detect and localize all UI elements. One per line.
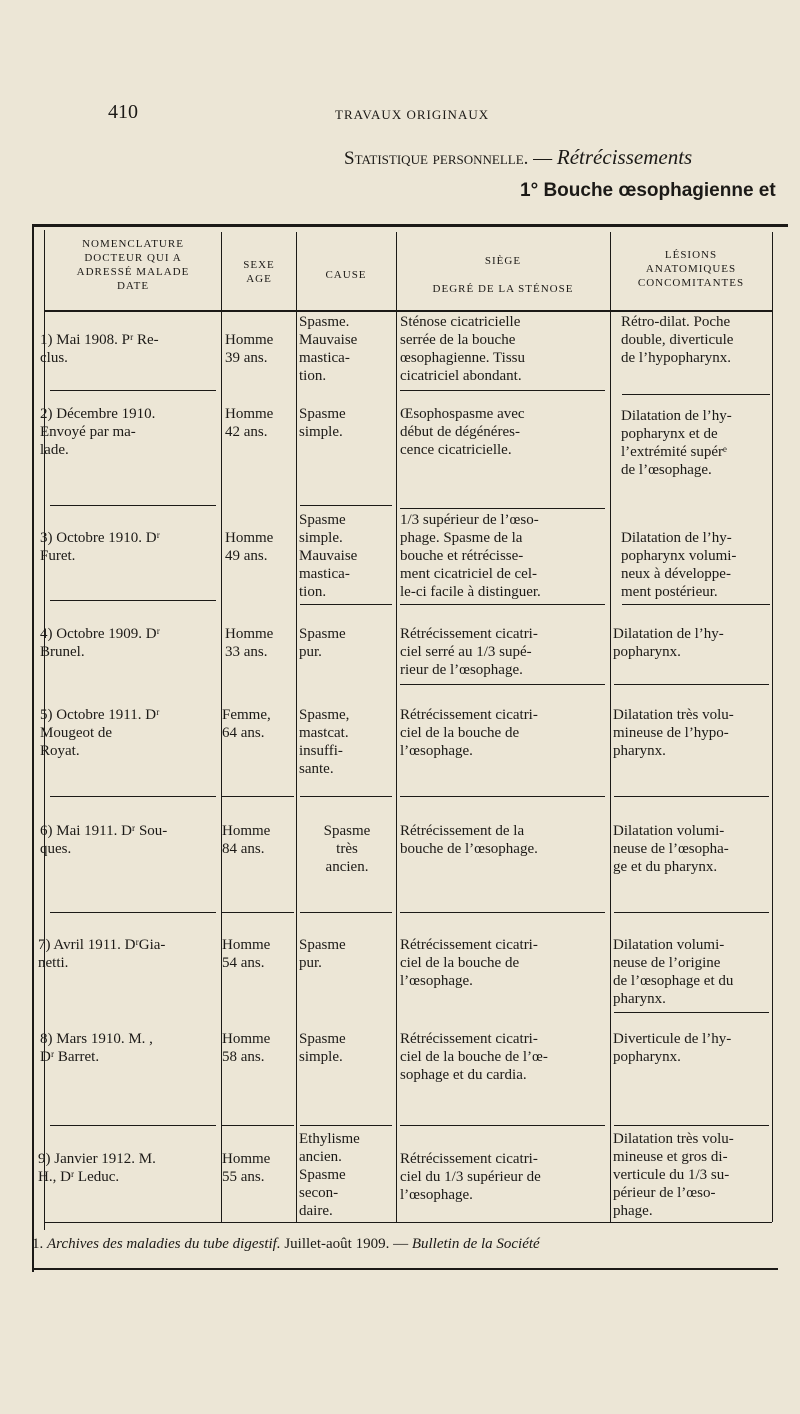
- section-title: [344, 145, 692, 170]
- footnote-journal: Archives des maladies du tube digestif.: [47, 1236, 281, 1252]
- row-separator: [222, 912, 294, 913]
- table-left-border: [32, 224, 34, 1272]
- row-separator: [50, 390, 216, 391]
- footnote: [32, 1236, 540, 1253]
- table-row-1-lesions: Rétro-dilat. Poche double, diverticule de l’hypopharynx.: [621, 314, 734, 366]
- row-separator: [400, 390, 605, 391]
- table-row-2-nomenclature: 2) Décembre 1910. Envoyé par ma- lade.: [40, 406, 156, 458]
- row-separator: [614, 912, 769, 913]
- column-header-lesions: LÉSIONS ANATOMIQUES CONCOMITANTES: [637, 249, 745, 289]
- row-separator: [400, 1125, 605, 1126]
- table-row-8-sexe-age: Homme 58 ans.: [222, 1031, 271, 1065]
- table-row-6-sexe-age: Homme 84 ans.: [222, 823, 271, 857]
- row-separator: [300, 796, 392, 797]
- table-row-2-sexe-age: Homme 42 ans.: [225, 406, 274, 440]
- table-row-8-lesions: Diverticule de l’hy- popharynx.: [613, 1031, 732, 1065]
- footnote-date: Juillet-août 1909. —: [284, 1236, 409, 1252]
- column-header-nomenclature: NOMENCLATURE DOCTEUR QUI A ADRESSÉ MALADE DATE: [76, 238, 190, 292]
- row-separator: [622, 394, 770, 395]
- section-title-main: Statistique personnelle. —: [344, 148, 553, 169]
- subsection-title: 1° Bouche œsophagienne et: [520, 180, 776, 201]
- table-row-1-cause: Spasme. Mauvaise mastica- tion.: [299, 314, 358, 384]
- table-row-5-lesions: Dilatation très volu- mineuse de l’hypo- pharynx.: [613, 707, 734, 759]
- row-separator: [400, 684, 605, 685]
- table-row-7-sexe-age: Homme 54 ans.: [222, 937, 271, 971]
- row-separator: [614, 684, 769, 685]
- row-separator: [50, 505, 216, 506]
- table-row-4-lesions: Dilatation de l’hy- popharynx.: [613, 626, 724, 660]
- column-separator: [396, 232, 397, 1222]
- footnote-bulletin: Bulletin de la Société: [411, 1236, 540, 1252]
- column-header-siege: SIÈGE DEGRÉ DE LA STÉNOSE: [432, 255, 574, 295]
- row-separator: [622, 604, 770, 605]
- table-row-7-cause: Spasme pur.: [299, 937, 346, 971]
- table-row-2-lesions: Dilatation de l’hy- popharynx et de l’extrémité supérᵉ de l’œsophage.: [621, 408, 732, 478]
- column-separator: [610, 232, 611, 1222]
- row-separator: [50, 796, 216, 797]
- table-row-3-cause: Spasme simple. Mauvaise mastica- tion.: [299, 512, 358, 600]
- row-separator: [614, 796, 769, 797]
- row-separator: [50, 912, 216, 913]
- table-row-3-siege: 1/3 supérieur de l’œso- phage. Spasme de la bouche et rétrécisse- ment cicatriciel de cel- le-ci facile à distinguer.: [400, 512, 541, 600]
- row-separator: [50, 1125, 216, 1126]
- column-header-cause: CAUSE: [325, 269, 367, 281]
- table-row-4-nomenclature: 4) Octobre 1909. Dʳ Brunel.: [40, 626, 160, 660]
- row-separator: [400, 796, 605, 797]
- table-row-8-nomenclature: 8) Mars 1910. M. , Dʳ Barret.: [40, 1031, 153, 1065]
- row-separator: [222, 796, 294, 797]
- row-separator: [400, 604, 605, 605]
- table-row-5-sexe-age: Femme, 64 ans.: [222, 707, 271, 741]
- table-row-2-siege: Œsophospasme avec début de dégénéres- cence cicatricielle.: [400, 406, 525, 458]
- table-bottom-rule: [32, 1268, 778, 1270]
- table-row-1-sexe-age: Homme 39 ans.: [225, 332, 274, 366]
- footnote-marker: 1.: [32, 1236, 44, 1252]
- row-separator: [400, 912, 605, 913]
- table-row-6-lesions: Dilatation volumi- neuse de l’œsopha- ge et du pharynx.: [613, 823, 729, 875]
- row-separator: [614, 1125, 769, 1126]
- row-separator: [300, 604, 392, 605]
- row-separator: [300, 505, 392, 506]
- table-row-6-siege: Rétrécissement de la bouche de l’œsophage.: [400, 823, 538, 857]
- header-underline: [44, 310, 772, 312]
- table-row-1-siege: Sténose cicatricielle serrée de la bouche œsophagienne. Tissu cicatriciel abondant.: [400, 314, 526, 384]
- table-row-4-sexe-age: Homme 33 ans.: [225, 626, 274, 660]
- row-separator: [50, 600, 216, 601]
- row-separator: [300, 1125, 392, 1126]
- table-row-4-cause: Spasme pur.: [299, 626, 346, 660]
- table-row-9-sexe-age: Homme 55 ans.: [222, 1151, 271, 1185]
- running-title: TRAVAUX ORIGINAUX: [335, 107, 490, 122]
- row-separator: [614, 1012, 769, 1013]
- table-row-8-cause: Spasme simple.: [299, 1031, 346, 1065]
- table-row-5-siege: Rétrécissement cicatri- ciel de la bouche de l’œsophage.: [400, 707, 538, 759]
- table-top-rule: [32, 224, 788, 227]
- row-separator: [400, 508, 605, 509]
- row-separator: [222, 1125, 294, 1126]
- table-row-4-siege: Rétrécissement cicatri- ciel serré au 1/3 supé- rieur de l’œsophage.: [400, 626, 538, 678]
- table-row-7-lesions: Dilatation volumi- neuse de l’origine de l’œsophage et du pharynx.: [613, 937, 734, 1007]
- table-row-7-nomenclature: 7) Avril 1911. DʳGia- netti.: [38, 937, 166, 971]
- table-row-9-cause: Ethylisme ancien. Spasme secon- daire.: [299, 1131, 360, 1219]
- table-row-2-cause: Spasme simple.: [299, 406, 346, 440]
- table-row-5-nomenclature: 5) Octobre 1911. Dʳ Mougeot de Royat.: [40, 707, 160, 759]
- table-row-9-siege: Rétrécissement cicatri- ciel du 1/3 supérieur de l’œsophage.: [400, 1151, 541, 1203]
- table-row-6-cause: Spasme très ancien.: [323, 823, 371, 875]
- table-row-9-nomenclature: 9) Janvier 1912. M. H., Dʳ Leduc.: [38, 1151, 156, 1185]
- table-row-3-nomenclature: 3) Octobre 1910. Dʳ Furet.: [40, 530, 160, 564]
- page-number: 410: [108, 101, 138, 123]
- table-row-3-sexe-age: Homme 49 ans.: [225, 530, 274, 564]
- table-row-9-lesions: Dilatation très volu- mineuse et gros di- verticule du 1/3 su- périeur de l’œso- phage.: [613, 1131, 734, 1219]
- table-bottom-line: [44, 1222, 772, 1223]
- row-separator: [300, 912, 392, 913]
- table-row-1-nomenclature: 1) Mai 1908. Pʳ Re- clus.: [40, 332, 159, 366]
- table-row-5-cause: Spasme, mastcat. insuffi- sante.: [299, 707, 350, 777]
- section-title-italic: Rétrécissements: [556, 145, 693, 169]
- table-row-6-nomenclature: 6) Mai 1911. Dʳ Sou- ques.: [40, 823, 168, 857]
- table-right-line: [772, 232, 773, 1222]
- column-header-sexe-age: SEXE AGE: [243, 259, 275, 285]
- table-row-7-siege: Rétrécissement cicatri- ciel de la bouche de l’œsophage.: [400, 937, 538, 989]
- table-row-3-lesions: Dilatation de l’hy- popharynx volumi- neux à développe- ment postérieur.: [621, 530, 737, 600]
- table-row-8-siege: Rétrécissement cicatri- ciel de la bouche de l’œ- sophage et du cardia.: [400, 1031, 548, 1083]
